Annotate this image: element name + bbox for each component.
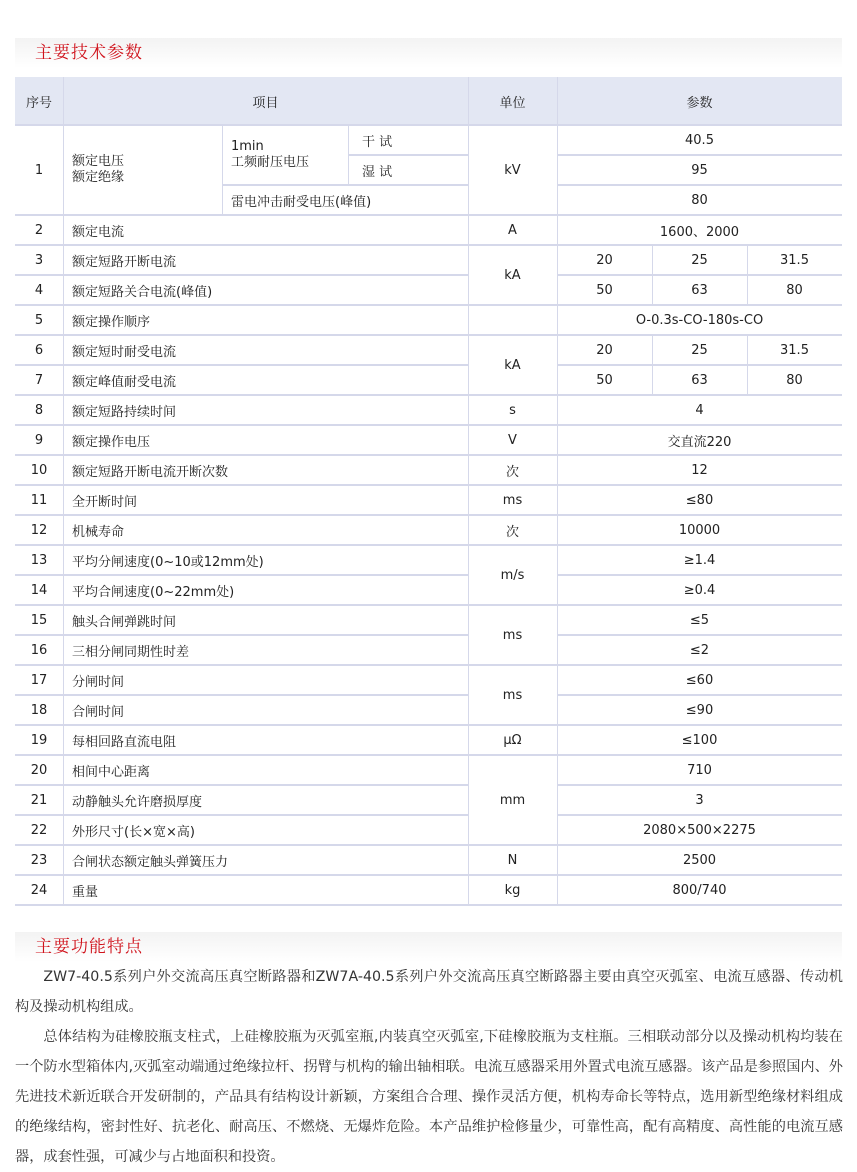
row-unit: kA [504,357,521,373]
grid-line [468,604,557,606]
row-no: 6 [34,342,44,358]
row-no: 11 [30,492,48,508]
row-value: 40.5 [685,132,714,148]
row-value: 10000 [678,522,721,538]
grid-line [557,754,842,756]
grid-line [468,394,557,396]
row-unit: s [509,402,516,418]
grid-line [557,844,842,846]
row-item-line: 额定绝缘 [72,170,125,185]
grid-line [652,365,653,395]
grid-line [468,514,557,516]
row-no: 14 [30,582,48,598]
grid-line [468,904,557,906]
grid-line [557,514,842,516]
grid-line [15,304,468,306]
grid-line [468,334,557,336]
pf-line-2: 工频耐压电压 [231,155,310,170]
grid-line [15,874,468,876]
grid-line [15,544,468,546]
row-value: 31.5 [780,252,809,268]
grid-line [222,184,468,186]
grid-line [15,784,468,786]
row-value: 交直流220 [667,434,732,450]
specs-section-header [15,38,842,68]
row-item: 全开断时间 [72,494,138,510]
grid-line [63,77,64,905]
grid-line [15,844,468,846]
grid-line [15,634,468,636]
specs-table [15,77,842,907]
grid-line [468,484,557,486]
grid-line [557,874,842,876]
row-item: 分闸时间 [72,674,125,690]
row-value: ≥0.4 [683,582,716,598]
row-item: 额定短路开断电流 [72,254,177,270]
row-value: 3 [695,792,704,808]
grid-line [557,424,842,426]
row-value: 1600、2000 [659,224,740,240]
grid-line [557,544,842,546]
grid-line [557,77,558,905]
grid-line [468,454,557,456]
grid-line [15,124,842,126]
grid-line [652,245,653,275]
grid-line [15,274,468,276]
row-item: 外形尺寸(长×宽×高) [72,824,195,840]
row-value: 2080×500×2275 [643,822,756,838]
row-value: 80 [786,372,803,388]
grid-line [652,335,653,365]
grid-line [557,664,842,666]
row-no: 16 [30,642,48,658]
features-paragraph: 总体结构为硅橡胶瓶支柱式，上硅橡胶瓶为灭弧室瓶,内装真空灭弧室,下硅橡胶瓶为支柱瓶。三相联动部分以及操动机构均装在一个防水型箱体内,灭弧室动端通过绝缘拉杆、拐臂与机构的输出轴相联。电流互感器采用外置式电流互感器。该产品是参照国内、外先进技术新近联合开发研制的，产品具有结构设计新颖，方案组合合理、操作灵活方便，机构寿命长等特点，选用新型绝缘材料组成的绝缘结构，密封性好、抗老化、耐高压、不燃烧、无爆炸危险。本产品维护检修量少，可靠性高，配有高精度、高性能的电流互感器，成套性强，可减少与占地面积和投资。 [15,1029,843,1165]
row-item: 相间中心距离 [72,764,151,780]
row-no: 8 [34,402,44,418]
grid-line [557,904,842,906]
row-no: 20 [30,762,48,778]
row-item: 额定短路开断电流开断次数 [72,464,229,480]
row-item: 额定操作电压 [72,434,151,450]
grid-line [222,125,223,215]
row-value: 50 [596,282,613,298]
grid-line [557,634,842,636]
grid-line [557,334,842,336]
row-unit: ms [502,492,523,508]
row-value: ≤2 [689,642,710,658]
grid-line [557,154,842,156]
grid-line [468,844,557,846]
row-no: 4 [34,282,44,298]
grid-line [557,274,842,276]
grid-line [557,484,842,486]
features-paragraph: ZW7-40.5系列户外交流高压真空断路器和ZW7A-40.5系列户外交流高压真空断路器主要由真空灭弧室、电流互感器、传动机构及操动机构组成。 [15,969,843,1015]
row-unit: N [507,852,518,868]
row-value: 80 [691,192,708,208]
grid-line [15,484,468,486]
grid-line [15,754,468,756]
grid-line [557,724,842,726]
row-item: 额定电流 [72,224,125,240]
grid-line [348,125,349,185]
grid-line [747,365,748,395]
power-frequency-withstand [222,125,348,185]
wet-test: 湿 试 [362,164,393,180]
header-unit: 单位 [499,95,526,111]
row-no: 24 [30,882,48,898]
specs-section-title: 主要技术参数 [35,43,143,63]
row-unit: mm [499,792,526,808]
row-value: 95 [691,162,708,178]
grid-line [468,214,557,216]
grid-line [468,724,557,726]
row-value: 2500 [682,852,717,868]
row-value: 710 [687,762,712,778]
grid-line [15,514,468,516]
grid-line [557,694,842,696]
row-item: 额定短时耐受电流 [72,344,177,360]
row-no: 18 [30,702,48,718]
row-value: 80 [786,282,803,298]
grid-line [15,574,468,576]
row-unit: kA [504,267,521,283]
grid-line [557,184,842,186]
row-no: 17 [30,672,48,688]
grid-line [652,275,653,305]
row-unit: m/s [500,567,525,583]
row-value: ≥1.4 [683,552,716,568]
grid-line [747,335,748,365]
grid-line [557,814,842,816]
row-no: 7 [34,372,44,388]
grid-line [557,304,842,306]
grid-line [15,214,468,216]
pf-line-1: 1min [231,139,264,154]
row-no: 13 [30,552,48,568]
row-item: 额定短路关合电流(峰值) [72,284,213,300]
row-item: 额定峰值耐受电流 [72,374,177,390]
features-section-header [15,932,842,962]
row-value: 4 [695,402,704,418]
row-item: 合闸时间 [72,704,125,720]
row-unit: A [508,222,517,238]
row-unit: V [508,432,517,448]
row-no: 23 [30,852,48,868]
grid-line [557,784,842,786]
grid-line [15,694,468,696]
grid-line [557,244,842,246]
row-no: 21 [30,792,48,808]
row-unit: ms [502,687,523,703]
row-value: 31.5 [780,342,809,358]
row-unit: kg [504,882,521,898]
grid-line [468,544,557,546]
row-item [63,125,222,215]
row-value: ≤80 [685,492,714,508]
row-unit: kV [504,162,521,178]
features-text [15,962,843,1172]
row-no: 2 [34,222,44,238]
row-no: 15 [30,612,48,628]
features-section-title: 主要功能特点 [35,937,143,957]
row-value: 63 [691,372,708,388]
row-item: 平均分闸速度(0~10或12mm处) [72,554,264,570]
header-item: 项目 [252,95,279,111]
grid-line [15,244,468,246]
row-value: 20 [596,252,613,268]
header-no: 序号 [25,95,52,111]
row-value: 800/740 [672,882,727,898]
row-item: 动静触头允许磨损厚度 [72,794,203,810]
row-item: 平均合闸速度(0~22mm处) [72,584,235,600]
lightning-impulse: 雷电冲击耐受电压(峰值) [231,194,372,210]
row-unit: 次 [505,464,519,480]
grid-line [747,245,748,275]
grid-line [15,364,468,366]
grid-line [15,814,468,816]
row-unit: ms [502,627,523,643]
grid-line [468,874,557,876]
grid-line [15,424,468,426]
row-value: ≤90 [685,702,714,718]
row-item: 额定操作顺序 [72,314,151,330]
row-no: 3 [34,252,44,268]
grid-line [557,364,842,366]
grid-line [15,664,468,666]
row-no: 22 [30,822,48,838]
grid-line [468,424,557,426]
row-value: 12 [691,462,708,478]
row-value: 50 [596,372,613,388]
row-unit: 次 [505,524,519,540]
row-value: 25 [691,252,708,268]
grid-line [15,394,468,396]
grid-line [348,154,468,156]
row-item: 每相回路直流电阻 [72,734,177,750]
row-value: 20 [596,342,613,358]
row-value: ≤5 [689,612,710,628]
row-value: 63 [691,282,708,298]
row-no: 19 [30,732,48,748]
grid-line [747,275,748,305]
grid-line [557,574,842,576]
grid-line [468,664,557,666]
dry-test: 干 试 [362,134,393,150]
grid-line [15,454,468,456]
row-item: 合闸状态额定触头弹簧压力 [72,854,229,870]
row-no: 1 [34,162,44,178]
row-item: 额定短路持续时间 [72,404,177,420]
grid-line [557,394,842,396]
grid-line [557,214,842,216]
row-value: 25 [691,342,708,358]
row-no: 10 [30,462,48,478]
row-value: ≤100 [681,732,718,748]
row-unit: μΩ [503,732,522,748]
row-no: 5 [34,312,44,328]
row-unit [468,305,557,335]
grid-line [468,304,557,306]
grid-line [15,724,468,726]
grid-line [468,77,469,905]
row-item-line: 额定电压 [72,154,125,169]
grid-line [15,334,468,336]
row-item: 重量 [72,884,99,900]
header-params: 参数 [686,95,713,111]
row-value: O-0.3s-CO-180s-CO [635,312,764,328]
grid-line [468,244,557,246]
row-no: 9 [34,432,44,448]
grid-line [15,604,468,606]
grid-line [468,754,557,756]
grid-line [557,454,842,456]
row-no: 12 [30,522,48,538]
grid-line [15,904,468,906]
row-item: 触头合闸弹跳时间 [72,614,177,630]
grid-line [557,604,842,606]
row-item: 三相分闸同期性时差 [72,644,190,660]
row-item: 机械寿命 [72,524,125,540]
row-value: ≤60 [685,672,714,688]
